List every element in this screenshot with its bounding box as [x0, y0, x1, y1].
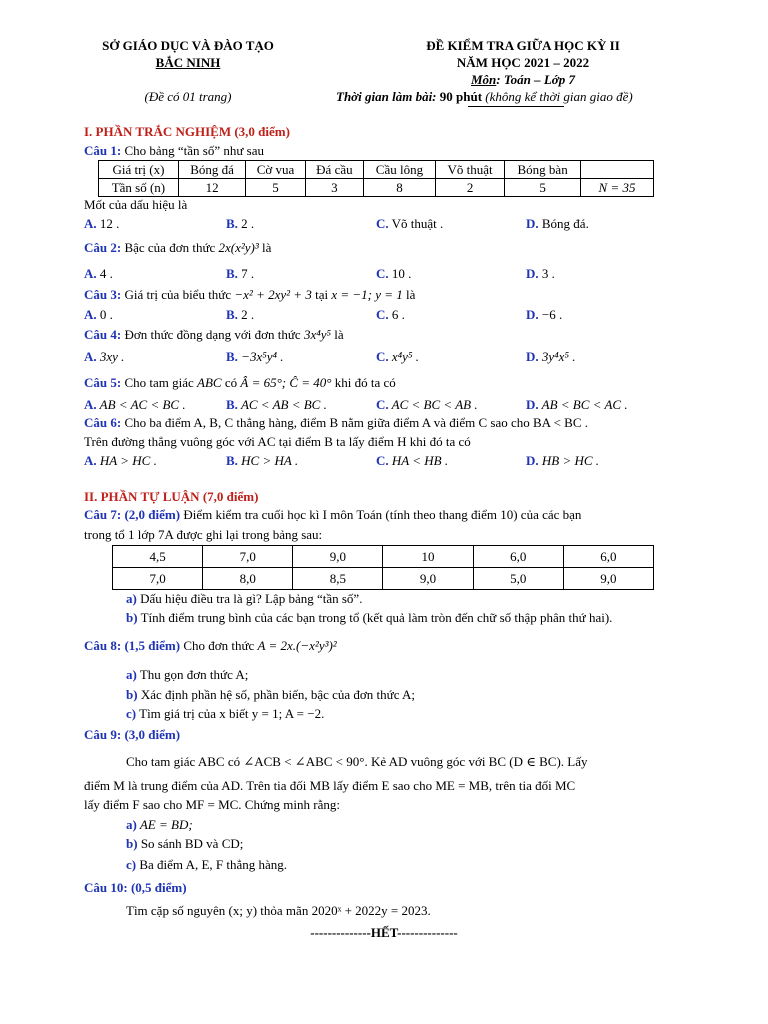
table-row — [99, 179, 654, 197]
q8-expr: A = 2x.(−x²y³)² — [257, 638, 337, 653]
q5-label: Câu 5: — [84, 375, 122, 390]
q5-option-a: A. AB < AC < BC . — [84, 397, 186, 412]
table-cell: 6,0 — [473, 546, 563, 568]
table-cell: 9,0 — [293, 546, 383, 568]
q2-label: Câu 2: — [84, 240, 122, 255]
table-cell: 8,0 — [203, 568, 293, 590]
q2-line: Câu 2: Bậc của đơn thức 2x(x²y)³ là — [84, 240, 272, 255]
school-year: NĂM HỌC 2021 – 2022 — [456, 55, 590, 70]
scores-table — [112, 545, 654, 590]
table-cell: 7,0 — [113, 568, 203, 590]
end-marker: --------------HẾT-------------- — [310, 925, 458, 940]
table-cell: Đá cầu — [305, 161, 363, 179]
section1-title: I. PHẦN TRẮC NGHIỆM (3,0 điểm) — [84, 124, 290, 139]
q10-heading: Câu 10: (0,5 điểm) — [84, 880, 187, 895]
table-cell: Cầu lông — [363, 161, 435, 179]
time-note: (không kể thời gian giao đề) — [482, 89, 633, 104]
q5-option-d: D. AB < BC < AC . — [526, 397, 628, 412]
q3-option-d: D. −6 . — [526, 307, 563, 322]
q1-option-c: C. Võ thuật . — [376, 216, 444, 231]
time-line — [336, 89, 633, 105]
q6-line1: Câu 6: Cho ba điểm A, B, C thẳng hàng, điểm B nằm giữa điểm A và điểm C sao cho BA < BC . — [84, 415, 589, 430]
table-cell: Giá trị (x) — [99, 161, 179, 179]
frequency-table — [98, 160, 654, 197]
pages-note: (Đề có 01 trang) — [144, 89, 232, 104]
table-cell: 4,5 — [113, 546, 203, 568]
q1-text: Cho bảng “tần số” như sau — [121, 143, 264, 158]
q10-text: Tìm cặp số nguyên (x; y) thỏa mãn 2020ˣ + 2022y = 2023. — [126, 903, 431, 918]
table-cell: 5,0 — [473, 568, 563, 590]
q2-option-c: C. 10 . — [376, 266, 412, 281]
table-cell: Tần số (n) — [99, 179, 179, 197]
q6-label: Câu 6: — [84, 415, 122, 430]
q9-line3: lấy điểm F sao cho MF = MC. Chứng minh rằng: — [84, 797, 340, 812]
q7-label: Câu 7: — [84, 507, 122, 522]
q2-expr: 2x(x²y)³ — [218, 240, 259, 255]
time-label: Thời gian làm bài: — [336, 89, 437, 104]
q4-option-b: B. −3x⁵y⁴ . — [226, 349, 284, 364]
q7-part-b: b) Tính điểm trung bình của các bạn trong tổ (kết quả làm tròn đến chữ số thập phân thứ hai). — [126, 610, 613, 625]
q9-part-c: c) Ba điểm A, E, F thẳng hàng. — [126, 857, 288, 872]
dept-line2: BẮC NINH — [155, 55, 221, 70]
q3-label: Câu 3: — [84, 287, 122, 302]
table-cell: Võ thuật — [435, 161, 504, 179]
table-cell: Bóng bàn — [505, 161, 581, 179]
table-cell: 8,5 — [293, 568, 383, 590]
table-cell: 2 — [435, 179, 504, 197]
q6-option-c: C. HA < HB . — [376, 453, 449, 468]
q8-part-c: c) Tìm giá trị của x biết y = 1; A = −2. — [126, 706, 325, 721]
table-row — [99, 161, 654, 179]
table-cell: 6,0 — [563, 546, 653, 568]
q1-option-d: D. Bóng đá. — [526, 216, 589, 231]
q8-line: Câu 8: (1,5 điểm) Cho đơn thức A = 2x.(−x²y³)² — [84, 638, 337, 653]
q8-part-b: b) Xác định phần hệ số, phần biến, bậc của đơn thức A; — [126, 687, 416, 702]
table-cell: 3 — [305, 179, 363, 197]
q1-line — [84, 143, 264, 159]
q9-label: Câu 9: — [84, 727, 122, 742]
section2-title: II. PHẦN TỰ LUẬN (7,0 điểm) — [84, 489, 259, 504]
q1-label: Câu 1: — [84, 143, 122, 158]
q7-line2: trong tổ 1 lớp 7A được ghi lại trong bảng sau: — [84, 527, 323, 542]
q9-part-b: b) So sánh BD và CD; — [126, 836, 244, 851]
q8-part-a: a) Thu gọn đơn thức A; — [126, 667, 249, 682]
q5-option-b: B. AC < AB < BC . — [226, 397, 327, 412]
q1-after: Mốt của dấu hiệu là — [84, 197, 188, 212]
q6-option-d: D. HB > HC . — [526, 453, 600, 468]
q1-option-b: B. 2 . — [226, 216, 255, 231]
q9-part-a: a) AE = BD; — [126, 817, 193, 832]
dept-line1: SỞ GIÁO DỤC VÀ ĐÀO TẠO — [102, 38, 274, 53]
q2-option-b: B. 7 . — [226, 266, 255, 281]
table-cell: Cờ vua — [246, 161, 306, 179]
q5-option-c: C. AC < BC < AB . — [376, 397, 478, 412]
q9-line1: Cho tam giác ABC có ∠ACB < ∠ABC < 90°. Kẻ AD vuông góc với BC (D ∈ BC). Lấy — [126, 754, 588, 769]
q2-option-d: D. 3 . — [526, 266, 555, 281]
q5-line: Câu 5: Cho tam giác ABC có Â = 65°; Ĉ = 40° khi đó ta có — [84, 375, 396, 390]
q3-option-b: B. 2 . — [226, 307, 255, 322]
q7-part-a: a) Dấu hiệu điều tra là gì? Lập bảng “tần số”. — [126, 591, 363, 606]
q4-option-d: D. 3y⁴x⁵ . — [526, 349, 576, 364]
table-cell: 9,0 — [563, 568, 653, 590]
table-cell: 5 — [246, 179, 306, 197]
table-cell: Bóng đá — [178, 161, 245, 179]
table-row — [113, 546, 654, 568]
q4-label: Câu 4: — [84, 327, 122, 342]
subject-line — [358, 72, 688, 88]
q8-label: Câu 8: — [84, 638, 122, 653]
q3-option-c: C. 6 . — [376, 307, 405, 322]
q3-option-a: A. 0 . — [84, 307, 113, 322]
subject-value: : Toán – Lớp 7 — [496, 72, 576, 87]
q6-option-b: B. HC > HA . — [226, 453, 299, 468]
q1-option-a: A. 12 . — [84, 216, 120, 231]
table-cell: 9,0 — [383, 568, 473, 590]
exam-title: ĐỀ KIỂM TRA GIỮA HỌC KỲ II — [426, 38, 620, 53]
table-cell: 5 — [505, 179, 581, 197]
q2-option-a: A. 4 . — [84, 266, 113, 281]
q4-line: Câu 4: Đơn thức đồng dạng với đơn thức 3x⁴y⁵ là — [84, 327, 344, 342]
q4-option-c: C. x⁴y⁵ . — [376, 349, 419, 364]
q6-option-a: A. HA > HC . — [84, 453, 157, 468]
table-cell — [581, 161, 654, 179]
table-cell: 8 — [363, 179, 435, 197]
q3-line: Câu 3: Giá trị của biểu thức −x² + 2xy² + 3 tại x = −1; y = 1 là — [84, 287, 416, 302]
q9-line2: điểm M là trung điểm của AD. Trên tia đối MB lấy điểm E sao cho ME = MB, trên tia đối MC — [84, 778, 576, 793]
table-cell: 7,0 — [203, 546, 293, 568]
q6-line2: Trên đường thẳng vuông góc với AC tại điểm B ta lấy điểm H khi đó ta có — [84, 434, 471, 449]
subject-label: Môn — [470, 72, 497, 87]
q7-line1: Câu 7: (2,0 điểm) Điểm kiểm tra cuối học kì I môn Toán (tính theo thang điểm 10) của các bạn — [84, 507, 582, 522]
header-underline — [468, 106, 564, 107]
q10-label: Câu 10: — [84, 880, 128, 895]
table-cell: 12 — [178, 179, 245, 197]
q9-heading: Câu 9: (3,0 điểm) — [84, 727, 181, 742]
table-cell: N = 35 — [581, 179, 654, 197]
time-value: 90 phút — [436, 89, 483, 104]
table-cell: 10 — [383, 546, 473, 568]
q4-option-a: A. 3xy . — [84, 349, 125, 364]
table-row — [113, 568, 654, 590]
